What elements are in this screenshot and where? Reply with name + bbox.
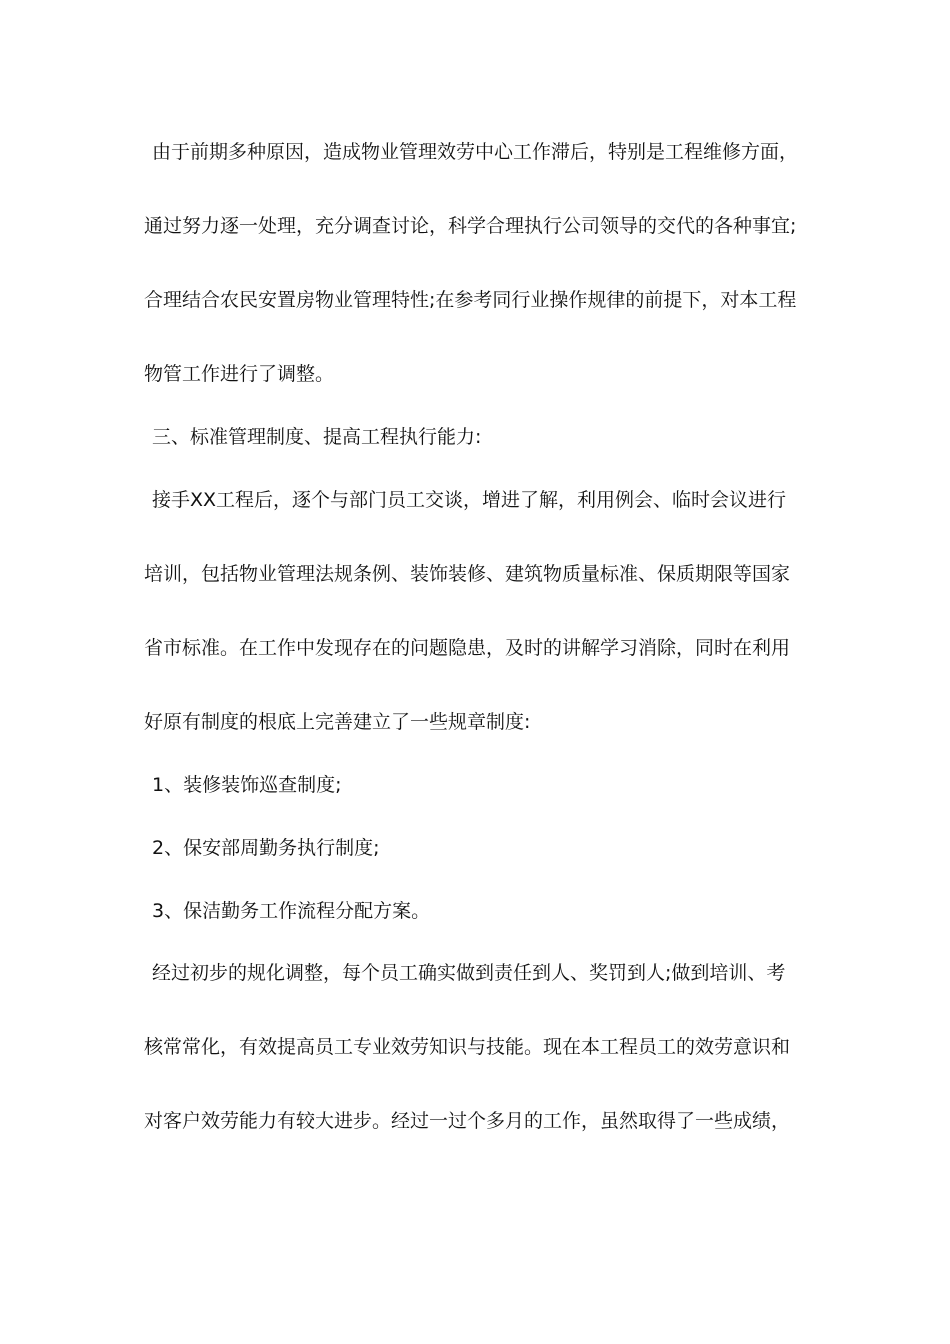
paragraph-line: 省市标准。在工作中发现存在的问题隐患，及时的讲解学习消除，同时在利用 bbox=[144, 637, 791, 659]
paragraph-line: 通过努力逐一处理，充分调查讨论，科学合理执行公司领导的交代的各种事宜; bbox=[144, 215, 797, 237]
paragraph-line: 好原有制度的根底上完善建立了一些规章制度: bbox=[144, 711, 531, 733]
paragraph-line: 由于前期多种原因，造成物业管理效劳中心工作滞后，特别是工程维修方面， bbox=[152, 141, 799, 163]
list-item: 3、保洁勤务工作流程分配方案。 bbox=[152, 900, 431, 922]
section-heading: 三、标准管理制度、提高工程执行能力: bbox=[152, 426, 482, 448]
paragraph-line: 培训，包括物业管理法规条例、装饰装修、建筑物质量标准、保质期限等国家 bbox=[144, 563, 791, 585]
paragraph-line: 接手XX工程后，逐个与部门员工交谈，增进了解，利用例会、临时会议进行 bbox=[152, 489, 787, 511]
paragraph-line: 核常常化，有效提高员工专业效劳知识与技能。现在本工程员工的效劳意识和 bbox=[144, 1036, 791, 1058]
paragraph-line: 物管工作进行了调整。 bbox=[144, 363, 335, 385]
paragraph-line: 对客户效劳能力有较大进步。经过一过个多月的工作，虽然取得了一些成绩， bbox=[144, 1110, 791, 1132]
list-item: 2、保安部周勤务执行制度; bbox=[152, 837, 380, 859]
list-item: 1、装修装饰巡查制度; bbox=[152, 774, 342, 796]
paragraph-line: 经过初步的规化调整，每个员工确实做到责任到人、奖罚到人;做到培训、考 bbox=[152, 962, 786, 984]
paragraph-line: 合理结合农民安置房物业管理特性;在参考同行业操作规律的前提下，对本工程 bbox=[144, 289, 797, 311]
